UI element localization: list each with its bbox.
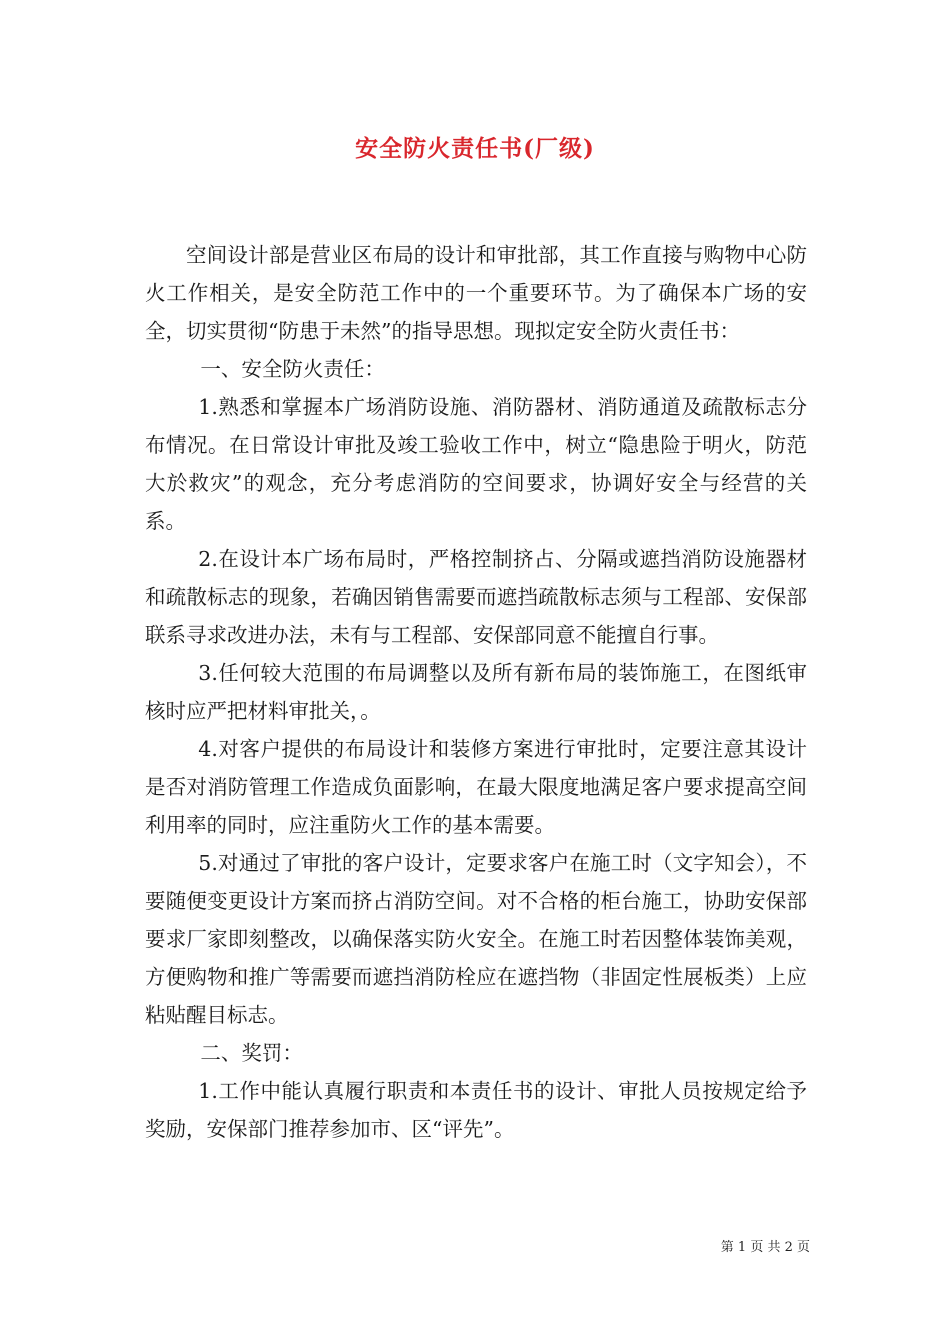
page-number: 第 1 页 共 2 页 [720, 1240, 810, 1255]
intro-paragraph: 空间设计部是营业区布局的设计和审批部，其工作直接与购物中心防火工作相关，是安全防范工作中的一个重要环节。为了确保本广场的安全，切实贯彻“防患于未然”的指导思想。现拟定安全防火责任书： [145, 243, 807, 343]
section-1-item-3: 3.任何较大范围的布局调整以及所有新布局的装饰施工，在图纸审核时应严把材料审批关，。 [145, 661, 807, 723]
section-1-item-2: 2.在设计本广场布局时，严格控制挤占、分隔或遮挡消防设施器材和疏散标志的现象，若确因销售需要而遮挡疏散标志须与工程部、安保部联系寻求改进办法，未有与工程部、安保部同意不能擅自行事。 [145, 547, 807, 647]
section-1-item-4: 4.对客户提供的布局设计和装修方案进行审批时，定要注意其设计是否对消防管理工作造成负面影响，在最大限度地满足客户要求提高空间利用率的同时，应注重防火工作的基本需要。 [145, 737, 807, 837]
section-2-item-1: 1.工作中能认真履行职责和本责任书的设计、审批人员按规定给予奖励，安保部门推荐参加市、区“评先”。 [145, 1079, 807, 1141]
document-title: 安全防火责任书(厂级) [355, 135, 595, 162]
section-1-heading: 一、安全防火责任： [200, 357, 385, 381]
section-2-heading: 二、奖罚： [200, 1041, 303, 1065]
section-1-item-5: 5.对通过了审批的客户设计，定要求客户在施工时（文字知会），不要随便变更设计方案而挤占消防空间。对不合格的柜台施工，协助安保部要求厂家即刻整改，以确保落实防火安全。在施工时若因整体装饰美观，方便购物和推广等需要而遮挡消防栓应在遮挡物（非固定性展板类）上应粘贴醒目标志。 [145, 851, 807, 1027]
document-body [145, 236, 807, 1148]
section-1-item-1: 1.熟悉和掌握本广场消防设施、消防器材、消防通道及疏散标志分布情况。在日常设计审批及竣工验收工作中，树立“隐患险于明火，防范大於救灾”的观念，充分考虑消防的空间要求，协调好安全与经营的关系。 [145, 395, 807, 533]
